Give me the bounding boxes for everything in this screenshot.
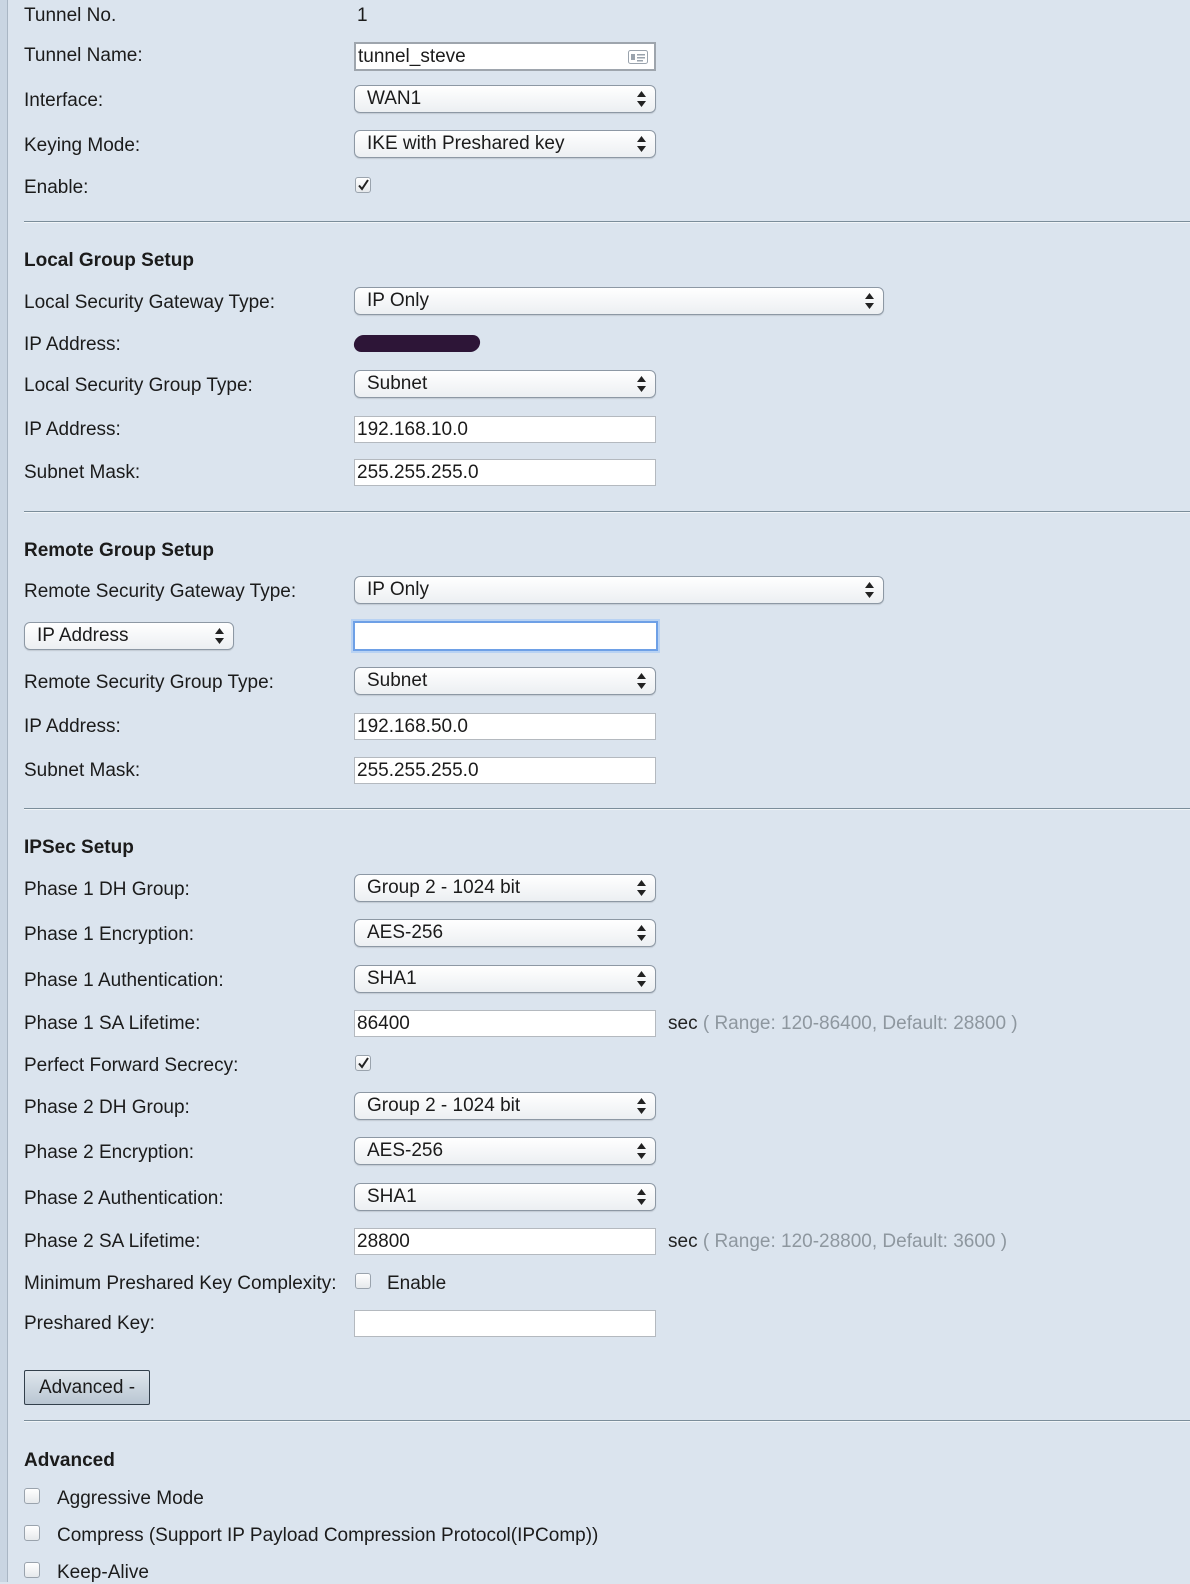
divider [24,1420,1190,1422]
remote-address-type-select[interactable] [24,622,234,650]
redacted-ip-mark [353,335,481,352]
tunnel-name-input[interactable] [354,42,656,71]
p1-auth-label: Phase 1 Authentication: [24,970,224,991]
remote-gateway-type-select[interactable] [354,576,884,604]
p2-life-hint: ( Range: 120-28800, Default: 3600 ) [702,1231,1008,1252]
local-subnet-ip-label: IP Address: [24,419,121,440]
local-group-type-label: Local Security Group Type: [24,375,253,396]
p2-auth-value: SHA1 [367,1186,417,1207]
p2-auth-select[interactable] [354,1183,656,1211]
local-gateway-type-label: Local Security Gateway Type: [24,292,275,313]
p2-dh-label: Phase 2 DH Group: [24,1097,190,1118]
checkmark-icon [358,1057,369,1069]
select-arrows-icon [637,136,646,152]
remote-address-input[interactable] [353,621,658,651]
aggressive-mode-label: Aggressive Mode [57,1488,204,1509]
left-border [0,0,8,1582]
ipsec-heading: IPSec Setup [24,837,134,858]
remote-group-heading: Remote Group Setup [24,540,215,561]
remote-mask-label: Subnet Mask: [24,760,141,781]
keying-mode-value: IKE with Preshared key [367,133,565,154]
p1-auth-select[interactable] [354,965,656,993]
local-group-type-select[interactable] [354,370,656,398]
p2-life-unit: sec [668,1231,698,1252]
compress-label: Compress (Support IP Payload Compression Protocol(IPComp)) [57,1525,599,1546]
select-arrows-icon [637,1098,646,1114]
advanced-heading: Advanced [24,1450,115,1471]
local-mask-label: Subnet Mask: [24,462,141,483]
checkmark-icon [358,179,369,191]
p1-enc-select[interactable] [354,919,656,947]
tunnel-name-label: Tunnel Name: [24,45,143,66]
remote-gateway-type-value: IP Only [367,579,429,600]
select-arrows-icon [637,673,646,689]
interface-value: WAN1 [367,88,422,109]
min-key-enable-label: Enable [387,1273,447,1294]
p2-life-label: Phase 2 SA Lifetime: [24,1231,201,1252]
remote-address-type-value: IP Address [37,625,129,646]
local-subnet-ip-input[interactable]: 192.168.10.0 [354,416,656,443]
p1-life-input[interactable]: 86400 [354,1010,656,1037]
keep-alive-checkbox[interactable] [24,1562,40,1578]
local-group-type-value: Subnet [367,373,428,394]
select-arrows-icon [637,1189,646,1205]
select-arrows-icon [637,880,646,896]
p1-enc-label: Phase 1 Encryption: [24,924,195,945]
p1-life-label: Phase 1 SA Lifetime: [24,1013,201,1034]
interface-select[interactable] [354,85,656,113]
tunnel-name-value: tunnel_steve [358,46,466,67]
interface-label: Interface: [24,90,104,111]
p2-life-unit-hint [668,1231,1007,1253]
keying-mode-label: Keying Mode: [24,135,141,156]
p2-life-input[interactable]: 28800 [354,1228,656,1255]
compress-checkbox[interactable] [24,1525,40,1541]
select-arrows-icon [637,971,646,987]
aggressive-mode-checkbox[interactable] [24,1488,40,1504]
enable-label: Enable: [24,177,89,198]
remote-group-type-select[interactable] [354,667,656,695]
tunnel-no-value: 1 [357,5,368,26]
divider [24,221,1190,223]
tunnel-no-label: Tunnel No. [24,5,117,26]
p1-dh-value: Group 2 - 1024 bit [367,877,521,898]
local-group-heading: Local Group Setup [24,250,194,271]
remote-group-type-value: Subnet [367,670,428,691]
local-mask-input[interactable]: 255.255.255.0 [354,459,656,486]
p2-dh-value: Group 2 - 1024 bit [367,1095,521,1116]
select-arrows-icon [637,925,646,941]
keying-mode-select[interactable] [354,130,656,158]
p1-dh-label: Phase 1 DH Group: [24,879,190,900]
local-gateway-type-value: IP Only [367,290,429,311]
p2-auth-label: Phase 2 Authentication: [24,1188,224,1209]
p2-enc-value: AES-256 [367,1140,444,1161]
select-arrows-icon [637,91,646,107]
select-arrows-icon [865,293,874,309]
local-ip-label: IP Address: [24,334,121,355]
contact-card-icon [628,50,648,64]
p1-auth-value: SHA1 [367,968,417,989]
remote-mask-input[interactable]: 255.255.255.0 [354,757,656,784]
p1-dh-select[interactable] [354,874,656,902]
select-arrows-icon [637,1143,646,1159]
p2-enc-label: Phase 2 Encryption: [24,1142,195,1163]
remote-subnet-ip-label: IP Address: [24,716,121,737]
select-arrows-icon [637,376,646,392]
pfs-checkbox[interactable] [355,1055,371,1071]
select-arrows-icon [865,582,874,598]
remote-gateway-type-label: Remote Security Gateway Type: [24,581,297,602]
p1-enc-value: AES-256 [367,922,444,943]
remote-subnet-ip-input[interactable]: 192.168.50.0 [354,713,656,740]
psk-label: Preshared Key: [24,1313,155,1334]
p2-enc-select[interactable] [354,1137,656,1165]
advanced-toggle-button[interactable]: Advanced - [24,1370,150,1405]
divider [24,511,1190,513]
remote-group-type-label: Remote Security Group Type: [24,672,274,693]
pfs-label: Perfect Forward Secrecy: [24,1055,239,1076]
local-gateway-type-select[interactable] [354,287,884,315]
p2-dh-select[interactable] [354,1092,656,1120]
min-key-label: Minimum Preshared Key Complexity: [24,1273,337,1294]
psk-input[interactable] [354,1310,656,1337]
divider [24,808,1190,810]
min-key-checkbox[interactable] [355,1273,371,1289]
p1-life-hint: ( Range: 120-86400, Default: 28800 ) [702,1013,1018,1034]
p1-life-unit-hint [668,1013,1018,1035]
keep-alive-label: Keep-Alive [57,1562,149,1583]
p1-life-unit: sec [668,1013,698,1034]
select-arrows-icon [215,628,224,644]
enable-checkbox[interactable] [355,177,371,193]
